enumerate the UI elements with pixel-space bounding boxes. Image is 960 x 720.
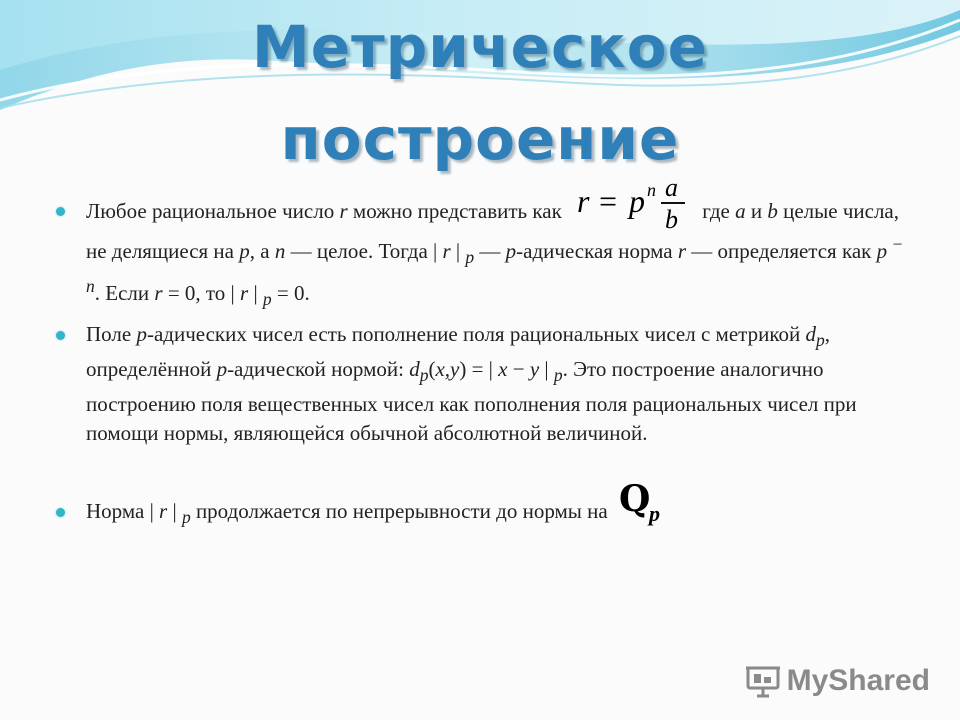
var-r: r xyxy=(159,499,168,523)
var-r: r xyxy=(154,281,163,306)
text: = 0. xyxy=(271,281,310,306)
var-p: p xyxy=(239,239,250,263)
formula-den: b xyxy=(665,205,679,232)
text: — целое. Тогда | xyxy=(285,239,443,263)
var-p: p xyxy=(136,322,147,346)
title-line-1: Метрическое xyxy=(252,13,708,81)
watermark-text: MyShared xyxy=(786,664,930,697)
text: — определяется как xyxy=(686,239,877,263)
var-r: r xyxy=(442,239,451,263)
title-line-2: построение xyxy=(280,105,680,173)
bullet-dot-icon xyxy=(56,207,65,216)
formula-num: a xyxy=(665,173,679,202)
var-y: y xyxy=(529,357,540,382)
formula-lhs: r xyxy=(577,183,590,219)
var-d: d xyxy=(805,322,816,346)
text: , а xyxy=(249,239,275,263)
bullet-2 xyxy=(56,320,906,465)
var-xy: x,y xyxy=(435,357,460,382)
bullet-list xyxy=(56,173,906,532)
text: | xyxy=(539,357,554,382)
var-p: p xyxy=(262,289,272,310)
bullet-dot-icon xyxy=(56,508,65,517)
formula-qp xyxy=(617,477,673,535)
text: Поле xyxy=(86,322,137,346)
exponent-minus-n: − n xyxy=(86,234,904,297)
bullet-3 xyxy=(56,478,906,532)
text: ) = | xyxy=(459,357,499,382)
var-n: n xyxy=(274,239,286,263)
text: . Это построение аналогично построению поля вещественных чисел как пополнения поля рациональных чисел при помощи нормы, являющейся обычной абсолютной величиной. xyxy=(86,357,857,446)
text: целые числа, не делящиеся на xyxy=(86,198,899,263)
formula-r-eq-pn-a-over-b xyxy=(573,172,691,240)
var-p: p xyxy=(216,357,228,382)
text: | xyxy=(248,281,263,306)
var-r: r xyxy=(240,281,249,306)
text: можно представить как xyxy=(347,198,568,223)
var-p: p xyxy=(465,247,475,268)
text: -адической нормой: xyxy=(227,357,410,382)
var-p: p xyxy=(815,330,825,351)
text: продолжается по непрерывности до нормы на xyxy=(190,499,613,523)
text: -адических чисел есть пополнение поля рациональных чисел с метрикой xyxy=(146,322,806,346)
text: где xyxy=(697,198,736,223)
formula-base: p xyxy=(629,183,646,219)
formula-exp: n xyxy=(647,180,657,200)
formula-q-sub: p xyxy=(648,501,660,527)
text: − xyxy=(507,357,530,382)
text: -адическая норма xyxy=(516,239,678,263)
text: Любое рациональное число xyxy=(86,198,340,223)
text: | xyxy=(450,239,466,263)
var-r: r xyxy=(677,239,687,263)
var-p: p xyxy=(553,365,563,386)
var-d: d xyxy=(409,357,420,382)
slideshow-board-icon xyxy=(745,664,781,698)
text: , определённой xyxy=(86,322,830,382)
var-p: p xyxy=(419,365,429,386)
text: = 0, то | xyxy=(162,281,241,306)
var-p: p xyxy=(181,507,191,528)
bullet-dot-icon xyxy=(56,331,65,340)
var-r: r xyxy=(339,198,348,223)
text: Норма | xyxy=(86,499,160,523)
text: . Если xyxy=(94,281,155,306)
var-a: a xyxy=(735,198,746,223)
bullet-1 xyxy=(56,173,906,310)
var-b: b xyxy=(767,198,778,223)
var-p: p xyxy=(876,239,888,263)
formula-q-letter: Q xyxy=(618,478,651,521)
text: — xyxy=(474,239,506,263)
text: и xyxy=(745,198,768,223)
watermark xyxy=(745,664,930,698)
text: | xyxy=(167,499,182,523)
var-p: p xyxy=(505,239,517,263)
text: ( xyxy=(428,357,436,382)
var-x: x xyxy=(498,357,508,382)
formula-eq: = xyxy=(599,183,618,219)
